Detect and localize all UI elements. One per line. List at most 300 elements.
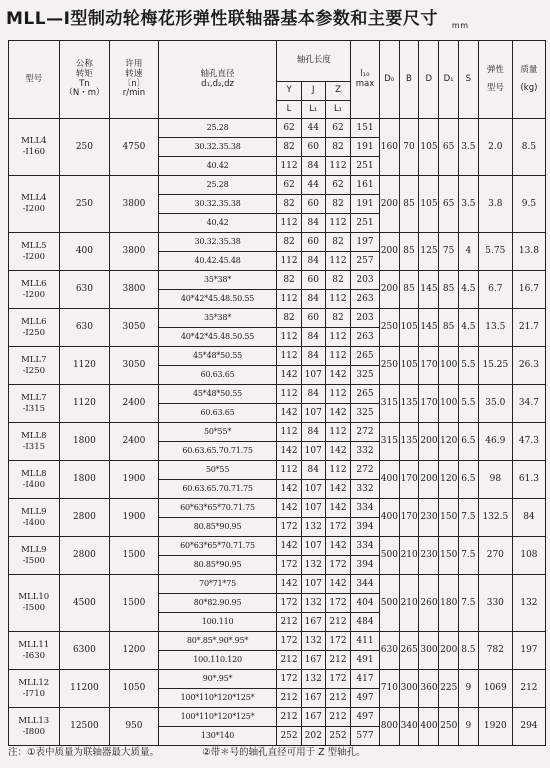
length-j-cell: 60 [301, 233, 325, 252]
model-line: MLL6 [21, 278, 47, 289]
l0-cell: 161 [351, 176, 380, 195]
model-line: -Ⅰ250 [22, 327, 46, 338]
bore-cell: 60.63.65.70.71.75 [158, 442, 277, 461]
speed-cell: 3800 [110, 176, 158, 233]
b-cell: 210 [399, 575, 419, 632]
table-row [9, 176, 546, 195]
bore-cell: 30.32.35.38 [158, 138, 277, 157]
model-line: -Ⅰ160 [22, 147, 46, 157]
table-row [9, 119, 546, 138]
bore-cell: 45*48*50.55 [158, 347, 277, 366]
length-j-cell: 107 [301, 404, 325, 423]
s-cell: 5.5 [458, 385, 478, 423]
d-cell: 170 [419, 385, 439, 423]
d-cell: 200 [419, 423, 439, 461]
mass-cell: 212 [512, 670, 545, 708]
model-line: MLL5 [21, 240, 47, 251]
title-text: MLL—Ⅰ型制动轮梅花形弹性联轴器基本参数和主要尺寸 [6, 9, 438, 29]
length-y-cell: 142 [277, 442, 301, 461]
table-row [9, 499, 546, 518]
s-cell: 9 [458, 670, 478, 708]
b-cell: 265 [399, 632, 419, 670]
model-line: -Ⅰ250 [22, 365, 46, 376]
length-j-cell: 84 [301, 347, 325, 366]
spec-table [8, 40, 546, 746]
bore-cell: 60*63*65*70.71.75 [158, 537, 277, 556]
l0-cell: 265 [351, 347, 380, 366]
b-cell: 105 [399, 309, 419, 347]
l0-cell: 404 [351, 594, 380, 613]
table-row [9, 309, 546, 328]
d-cell: 105 [419, 119, 439, 176]
d0-cell: 400 [379, 499, 399, 537]
header-d0: D₀ [379, 41, 399, 119]
l0-cell: 251 [351, 157, 380, 176]
length-z-cell: 112 [325, 290, 350, 309]
header-bore-line: 轴孔直径 [200, 68, 235, 79]
length-y-cell: 212 [277, 613, 301, 632]
b-cell: 70 [399, 119, 419, 176]
torque-cell: 1800 [59, 461, 110, 499]
b-cell: 170 [399, 461, 419, 499]
torque-cell: 250 [59, 176, 110, 233]
length-z-cell: 212 [325, 613, 350, 632]
model-line: -Ⅰ200 [22, 289, 46, 300]
length-j-cell: 132 [301, 670, 325, 689]
length-j-cell: 60 [301, 138, 325, 157]
length-z-cell: 82 [325, 233, 350, 252]
elastic-cell: 1069 [478, 670, 512, 708]
model-cell [9, 347, 60, 385]
l0-cell: 334 [351, 537, 380, 556]
mass-cell: 61.3 [512, 461, 545, 499]
length-z-cell: 212 [325, 708, 350, 727]
header-j-l1: L₁ [301, 101, 325, 119]
length-z-cell: 252 [325, 727, 350, 746]
l0-cell: 484 [351, 613, 380, 632]
torque-cell: 1120 [59, 347, 110, 385]
speed-cell: 1200 [110, 632, 158, 670]
b-cell: 170 [399, 499, 419, 537]
length-y-cell: 82 [277, 138, 301, 157]
length-y-cell: 82 [277, 309, 301, 328]
model-cell [9, 632, 60, 670]
l0-cell: 332 [351, 480, 380, 499]
length-y-cell: 172 [277, 556, 301, 575]
d-cell: 170 [419, 347, 439, 385]
header-torque-line: （N・m） [64, 88, 105, 99]
header-l0-line: max [355, 78, 375, 89]
length-z-cell: 112 [325, 461, 350, 480]
bore-cell: 40.42.45.48 [158, 252, 277, 271]
model-line: MLL4 [21, 136, 47, 147]
table-row [9, 461, 546, 480]
bore-cell: 30.32.35.38 [158, 233, 277, 252]
speed-cell: 1500 [110, 537, 158, 575]
l0-cell: 257 [351, 252, 380, 271]
table-row [9, 670, 546, 689]
model-cell [9, 499, 60, 537]
speed-cell: 950 [110, 708, 158, 746]
length-z-cell: 62 [325, 176, 350, 195]
header-mass [512, 41, 545, 119]
table-row [9, 708, 546, 727]
length-y-cell: 112 [277, 461, 301, 480]
model-line: MLL11 [18, 639, 50, 650]
d-cell: 105 [419, 176, 439, 233]
mass-cell: 34.7 [512, 385, 545, 423]
length-j-cell: 60 [301, 195, 325, 214]
d0-cell: 400 [379, 461, 399, 499]
length-z-cell: 142 [325, 480, 350, 499]
d1-cell: 85 [439, 271, 459, 309]
d-cell: 200 [419, 461, 439, 499]
header-speed [110, 41, 158, 119]
torque-cell: 12500 [59, 708, 110, 746]
model-line: -Ⅰ315 [22, 441, 46, 452]
length-y-cell: 112 [277, 157, 301, 176]
l0-cell: 417 [351, 670, 380, 689]
note-1: 注：①表中质量为联轴器最大质量。 [8, 747, 160, 758]
length-z-cell: 212 [325, 689, 350, 708]
model-cell [9, 233, 60, 271]
length-j-cell: 84 [301, 290, 325, 309]
length-z-cell: 82 [325, 271, 350, 290]
header-model: 型号 [9, 41, 60, 119]
bore-cell: 100*110*120*125* [158, 689, 277, 708]
torque-cell: 1120 [59, 385, 110, 423]
bore-cell: 30.32.35.38 [158, 195, 277, 214]
model-line: MLL7 [21, 354, 47, 365]
bore-cell: 70*71*75 [158, 575, 277, 594]
header-y: Y [277, 82, 301, 101]
length-y-cell: 142 [277, 366, 301, 385]
d0-cell: 200 [379, 271, 399, 309]
l0-cell: 272 [351, 423, 380, 442]
b-cell: 85 [399, 271, 419, 309]
bore-cell: 40*42*45.48.50.55 [158, 328, 277, 347]
s-cell: 6.5 [458, 423, 478, 461]
length-j-cell: 107 [301, 537, 325, 556]
d1-cell: 120 [439, 461, 459, 499]
table-row [9, 537, 546, 556]
header-s: S [458, 41, 478, 119]
length-j-cell: 44 [301, 176, 325, 195]
length-z-cell: 172 [325, 632, 350, 651]
header-d: D [419, 41, 439, 119]
length-j-cell: 107 [301, 575, 325, 594]
s-cell: 8.5 [458, 632, 478, 670]
length-y-cell: 142 [277, 480, 301, 499]
mass-cell: 47.3 [512, 423, 545, 461]
s-cell: 9 [458, 708, 478, 746]
bore-cell: 100.110 [158, 613, 277, 632]
length-y-cell: 172 [277, 518, 301, 537]
elastic-cell: 35.0 [478, 385, 512, 423]
header-mass-line: 质量 [520, 64, 538, 75]
l0-cell: 332 [351, 442, 380, 461]
length-j-cell: 84 [301, 252, 325, 271]
model-cell [9, 271, 60, 309]
length-j-cell: 167 [301, 689, 325, 708]
d-cell: 300 [419, 632, 439, 670]
length-j-cell: 60 [301, 271, 325, 290]
s-cell: 3.5 [458, 119, 478, 176]
length-z-cell: 112 [325, 328, 350, 347]
model-line: MLL6 [21, 316, 47, 327]
model-cell [9, 309, 60, 347]
model-line: -Ⅰ400 [22, 479, 46, 490]
d-cell: 230 [419, 537, 439, 575]
header-bore-line: d₁,d₂,dz [201, 78, 234, 89]
model-cell [9, 670, 60, 708]
bore-cell: 130*140 [158, 727, 277, 746]
bore-cell: 35*38* [158, 271, 277, 290]
length-z-cell: 82 [325, 309, 350, 328]
header-j: J [301, 82, 325, 101]
table-row [9, 271, 546, 290]
l0-cell: 394 [351, 556, 380, 575]
speed-cell: 3050 [110, 347, 158, 385]
length-y-cell: 112 [277, 423, 301, 442]
model-cell [9, 385, 60, 423]
speed-cell: 3050 [110, 309, 158, 347]
length-z-cell: 112 [325, 423, 350, 442]
model-line: MLL8 [21, 430, 47, 441]
d0-cell: 250 [379, 347, 399, 385]
header-torque-line: Tn [79, 78, 90, 89]
length-z-cell: 112 [325, 252, 350, 271]
speed-cell: 1050 [110, 670, 158, 708]
length-z-cell: 142 [325, 499, 350, 518]
model-cell [9, 176, 60, 233]
length-z-cell: 172 [325, 556, 350, 575]
bore-cell: 80.85*90.95 [158, 556, 277, 575]
model-line: MLL9 [21, 544, 47, 555]
bore-cell: 40.42 [158, 214, 277, 233]
header-elastic [478, 41, 512, 119]
model-cell [9, 575, 60, 632]
l0-cell: 497 [351, 689, 380, 708]
bore-cell: 80.85*90.95 [158, 518, 277, 537]
speed-cell: 2400 [110, 385, 158, 423]
model-line: MLL8 [21, 468, 47, 479]
s-cell: 4.5 [458, 309, 478, 347]
b-cell: 135 [399, 423, 419, 461]
mass-cell: 197 [512, 632, 545, 670]
length-y-cell: 112 [277, 385, 301, 404]
length-z-cell: 62 [325, 119, 350, 138]
header-z: Z [325, 82, 350, 101]
elastic-cell: 2.0 [478, 119, 512, 176]
d1-cell: 180 [439, 575, 459, 632]
page-title [6, 4, 469, 32]
torque-cell: 250 [59, 119, 110, 176]
model-line: -Ⅰ500 [22, 555, 46, 566]
model-cell [9, 119, 60, 176]
elastic-cell: 46.9 [478, 423, 512, 461]
length-j-cell: 84 [301, 157, 325, 176]
header-mass-line: (kg) [520, 82, 538, 93]
length-z-cell: 112 [325, 347, 350, 366]
bore-cell: 40.42 [158, 157, 277, 176]
l0-cell: 272 [351, 461, 380, 480]
length-z-cell: 142 [325, 537, 350, 556]
header-speed-line: 转速 [125, 68, 143, 79]
l0-cell: 394 [351, 518, 380, 537]
length-j-cell: 107 [301, 366, 325, 385]
length-j-cell: 84 [301, 461, 325, 480]
speed-cell: 3800 [110, 233, 158, 271]
model-line: -Ⅰ400 [22, 517, 46, 528]
length-y-cell: 82 [277, 195, 301, 214]
length-j-cell: 60 [301, 309, 325, 328]
table-row [9, 233, 546, 252]
bore-cell: 60.63.65 [158, 404, 277, 423]
length-j-cell: 44 [301, 119, 325, 138]
header-elastic-line: 型号 [486, 82, 504, 93]
d1-cell: 150 [439, 537, 459, 575]
d1-cell: 100 [439, 347, 459, 385]
model-cell [9, 537, 60, 575]
d-cell: 145 [419, 309, 439, 347]
mass-cell: 13.8 [512, 233, 545, 271]
model-line: -Ⅰ200 [22, 251, 46, 262]
length-z-cell: 172 [325, 594, 350, 613]
length-y-cell: 82 [277, 233, 301, 252]
s-cell: 7.5 [458, 575, 478, 632]
mass-cell: 8.5 [512, 119, 545, 176]
d1-cell: 250 [439, 708, 459, 746]
length-z-cell: 82 [325, 195, 350, 214]
elastic-cell: 270 [478, 537, 512, 575]
length-y-cell: 62 [277, 119, 301, 138]
speed-cell: 2400 [110, 423, 158, 461]
mass-cell: 108 [512, 537, 545, 575]
length-y-cell: 62 [277, 176, 301, 195]
model-line: MLL12 [18, 677, 50, 688]
model-line: -Ⅰ630 [22, 650, 46, 661]
length-j-cell: 167 [301, 708, 325, 727]
length-j-cell: 167 [301, 651, 325, 670]
unit-label: mm [451, 21, 469, 30]
elastic-cell: 1920 [478, 708, 512, 746]
d0-cell: 315 [379, 423, 399, 461]
model-line: -Ⅰ500 [22, 603, 46, 613]
l0-cell: 203 [351, 271, 380, 290]
mass-cell: 21.7 [512, 309, 545, 347]
length-y-cell: 172 [277, 632, 301, 651]
length-y-cell: 142 [277, 537, 301, 556]
bore-cell: 45*48*50.55 [158, 385, 277, 404]
s-cell: 4 [458, 233, 478, 271]
l0-cell: 263 [351, 328, 380, 347]
d0-cell: 710 [379, 670, 399, 708]
l0-cell: 251 [351, 214, 380, 233]
speed-cell: 1500 [110, 575, 158, 632]
header-torque-line: 公称 [75, 58, 93, 69]
b-cell: 300 [399, 670, 419, 708]
spec-table-body [9, 119, 546, 746]
bore-cell: 100*110*120*125* [158, 708, 277, 727]
elastic-cell: 98 [478, 461, 512, 499]
torque-cell: 630 [59, 309, 110, 347]
table-row [9, 632, 546, 651]
l0-cell: 325 [351, 404, 380, 423]
mass-cell: 132 [512, 575, 545, 632]
header-l0-line: l₁₀ [360, 68, 370, 79]
l0-cell: 491 [351, 651, 380, 670]
torque-cell: 630 [59, 271, 110, 309]
length-z-cell: 172 [325, 670, 350, 689]
length-z-cell: 112 [325, 214, 350, 233]
d1-cell: 65 [439, 119, 459, 176]
d1-cell: 150 [439, 499, 459, 537]
elastic-cell: 132.5 [478, 499, 512, 537]
torque-cell: 2800 [59, 537, 110, 575]
length-y-cell: 142 [277, 404, 301, 423]
l0-cell: 263 [351, 290, 380, 309]
length-z-cell: 112 [325, 157, 350, 176]
torque-cell: 11200 [59, 670, 110, 708]
d1-cell: 65 [439, 176, 459, 233]
model-line: MLL7 [21, 392, 47, 403]
header-torque [59, 41, 110, 119]
table-notes [8, 744, 406, 758]
elastic-cell: 782 [478, 632, 512, 670]
model-line: -Ⅰ315 [22, 403, 46, 414]
length-z-cell: 212 [325, 651, 350, 670]
header-speed-line: 〔n〕 [122, 78, 146, 89]
length-y-cell: 82 [277, 271, 301, 290]
s-cell: 5.5 [458, 347, 478, 385]
model-line: MLL4 [21, 193, 47, 204]
header-bore [158, 41, 277, 119]
length-y-cell: 112 [277, 328, 301, 347]
torque-cell: 6300 [59, 632, 110, 670]
bore-cell: 50*55 [158, 461, 277, 480]
length-j-cell: 132 [301, 518, 325, 537]
d0-cell: 630 [379, 632, 399, 670]
length-y-cell: 112 [277, 252, 301, 271]
l0-cell: 151 [351, 119, 380, 138]
l0-cell: 191 [351, 138, 380, 157]
l0-cell: 203 [351, 309, 380, 328]
length-y-cell: 112 [277, 347, 301, 366]
bore-cell: 25.28 [158, 119, 277, 138]
b-cell: 340 [399, 708, 419, 746]
length-j-cell: 84 [301, 328, 325, 347]
bore-cell: 80*82.90.95 [158, 594, 277, 613]
mass-cell: 294 [512, 708, 545, 746]
elastic-cell: 6.7 [478, 271, 512, 309]
model-cell [9, 708, 60, 746]
length-y-cell: 112 [277, 290, 301, 309]
mass-cell: 84 [512, 499, 545, 537]
d0-cell: 200 [379, 233, 399, 271]
elastic-cell: 3.8 [478, 176, 512, 233]
b-cell: 105 [399, 347, 419, 385]
l0-cell: 191 [351, 195, 380, 214]
length-y-cell: 142 [277, 499, 301, 518]
header-elastic-line: 弹性 [486, 64, 504, 75]
bore-cell: 35*38* [158, 309, 277, 328]
bore-cell: 60.63.65 [158, 366, 277, 385]
l0-cell: 265 [351, 385, 380, 404]
length-j-cell: 107 [301, 499, 325, 518]
length-z-cell: 82 [325, 138, 350, 157]
model-line: -Ⅰ800 [22, 726, 46, 737]
